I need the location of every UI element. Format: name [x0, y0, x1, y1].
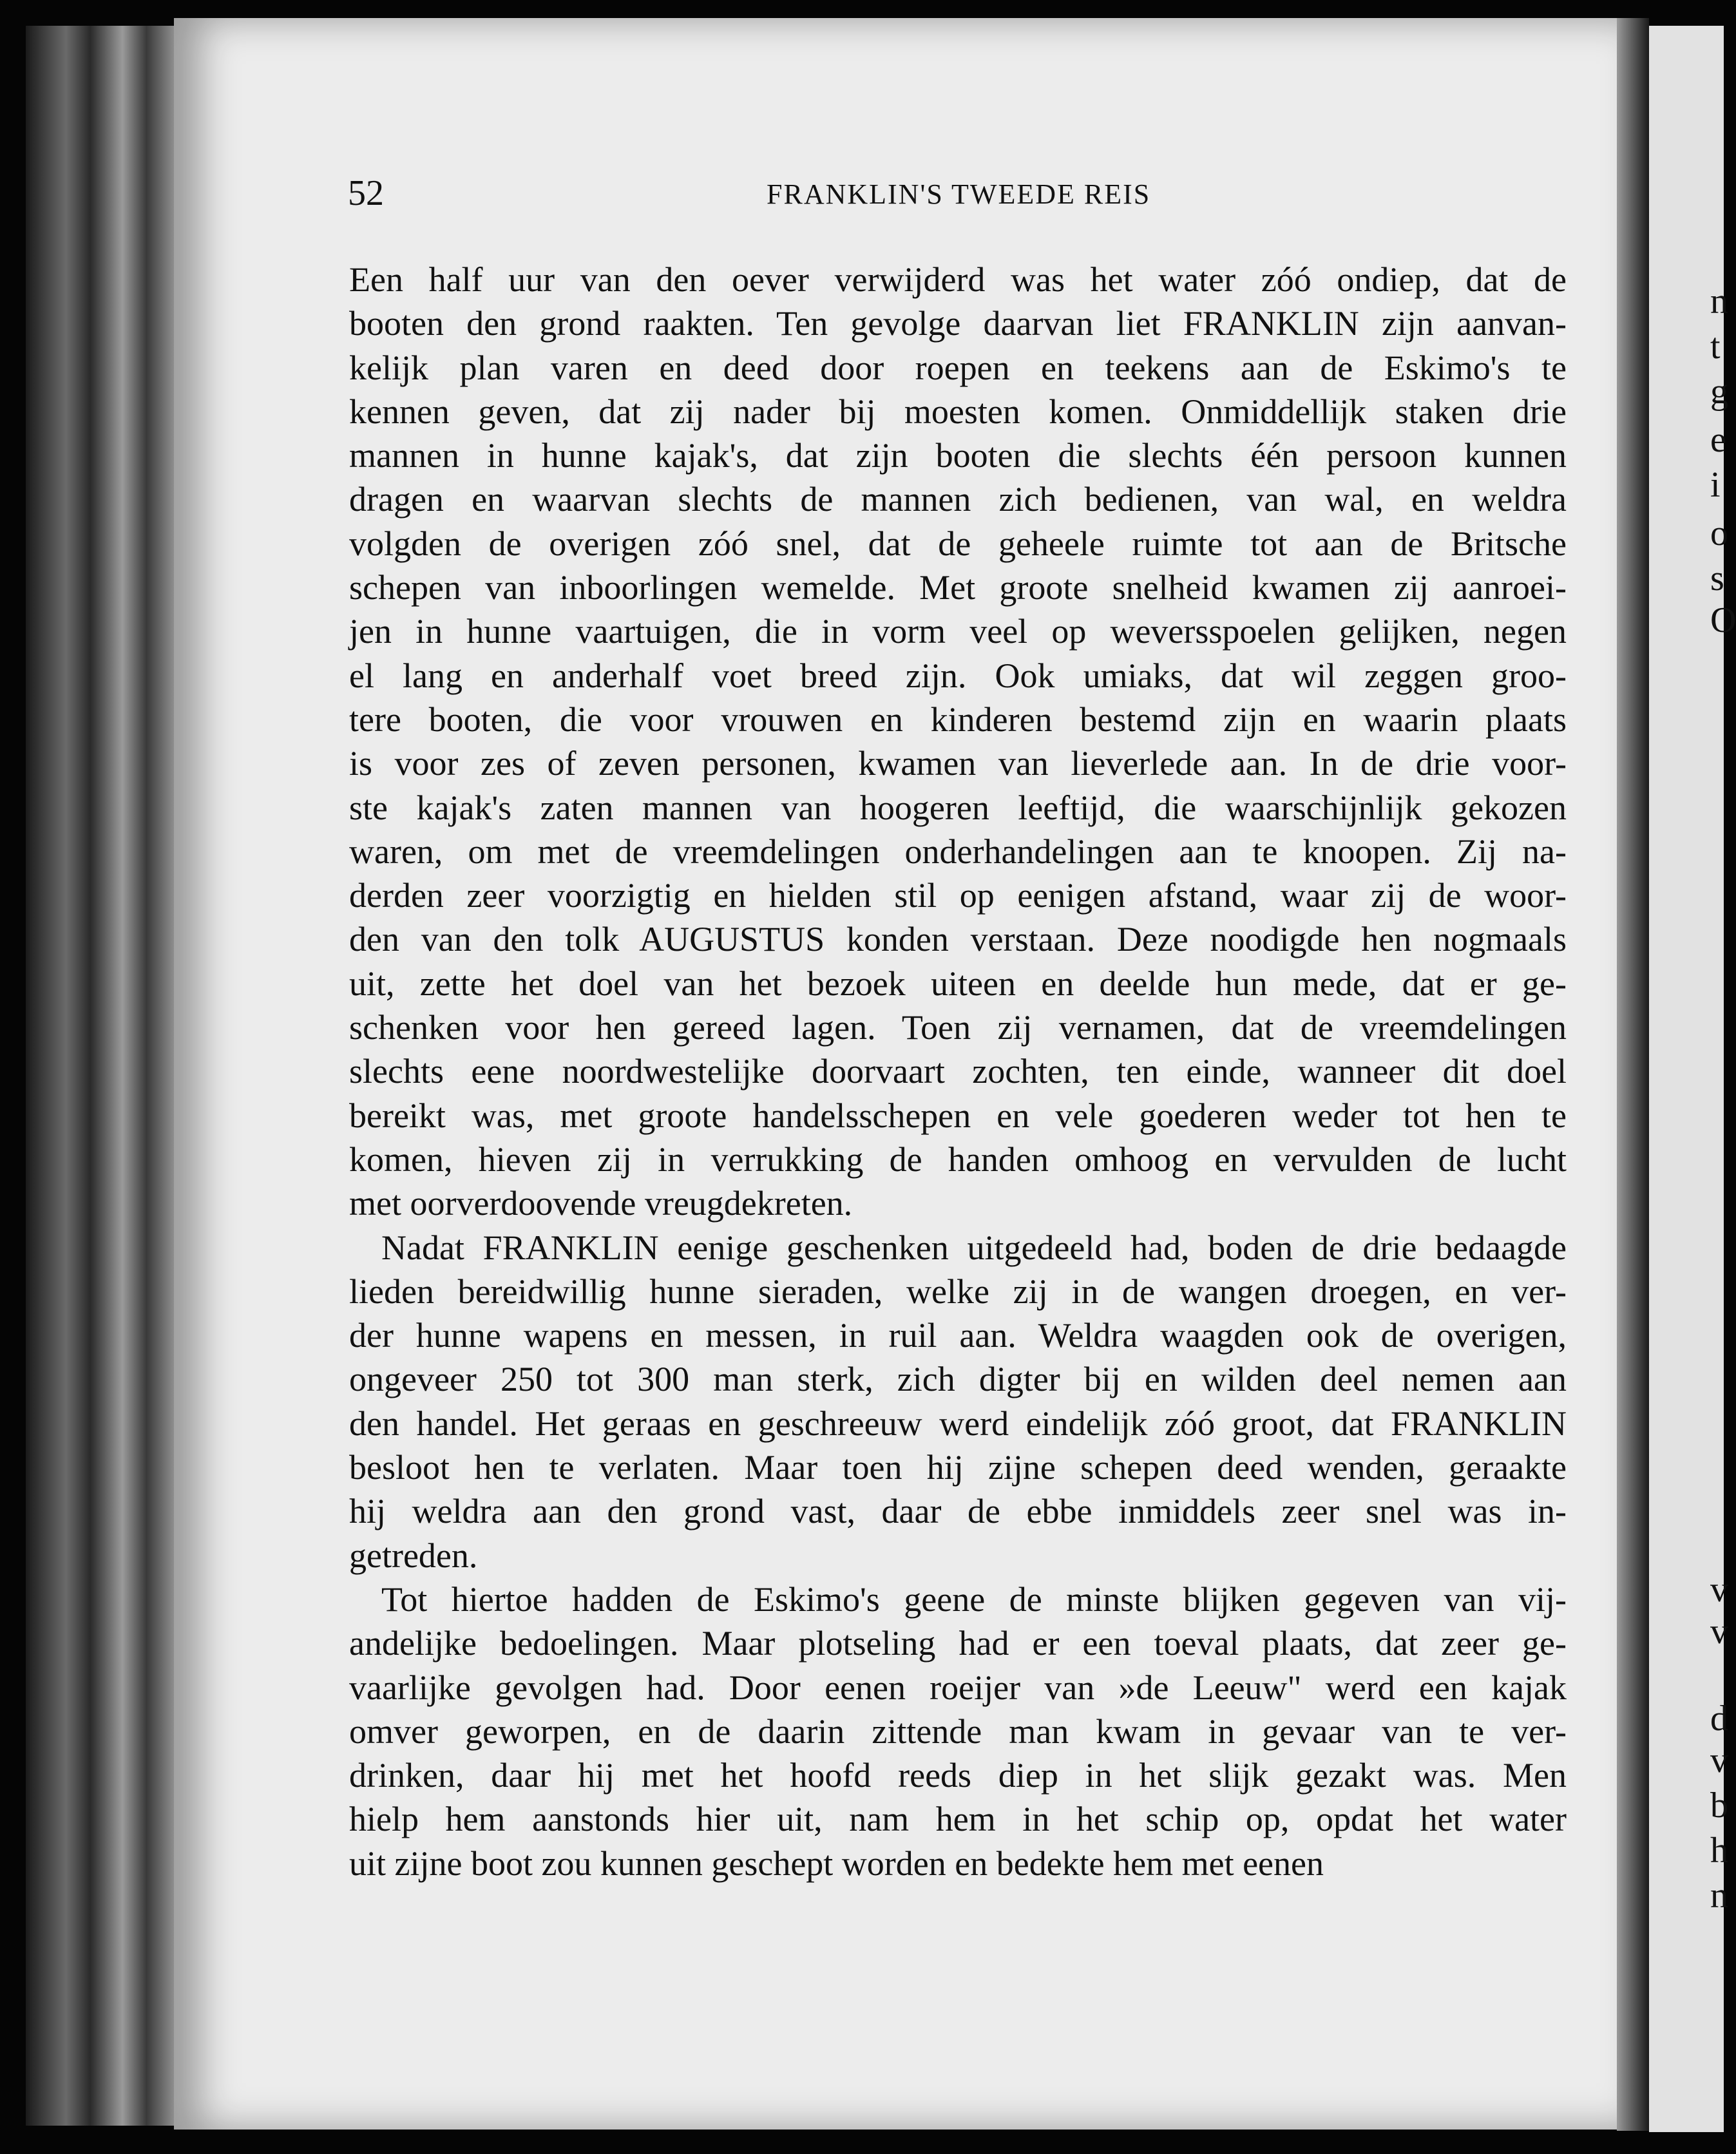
text-line: getreden.: [349, 1536, 478, 1575]
text-line: volgden de overigen zóó snel, dat de geheele ruimte tot aan de Britsche: [349, 524, 1567, 563]
text-line: el lang en anderhalf voet breed zijn. Ook umiaks, dat wil zeggen groo-: [349, 656, 1567, 695]
text-line: ste kajak's zaten mannen van hoogeren leeftijd, die waarschijnlijk gekozen: [349, 788, 1567, 827]
text-line: kelijk plan varen en deed door roepen en teekens aan de Eskimo's te: [349, 348, 1567, 387]
text-line: uit zijne boot zou kunnen geschept worden en bedekte hem met eenen: [349, 1844, 1324, 1883]
text-line: derden zeer voorzigtig en hielden stil op eenigen afstand, waar zij de woor-: [349, 876, 1567, 915]
running-title: FRANKLIN'S TWEEDE REIS: [767, 178, 1151, 210]
text-line: drinken, daar hij met het hoofd reeds diep in het slijk gezakt was. Men: [349, 1756, 1567, 1795]
text-line: der hunne wapens en messen, in ruil aan. Weldra waagden ook de overigen,: [349, 1316, 1567, 1355]
next-page-fragment: h: [1710, 1831, 1728, 1871]
text-line: dragen en waarvan slechts de mannen zich bedienen, van wal, en weldra: [349, 480, 1567, 519]
next-page-fragment: b: [1710, 1786, 1728, 1825]
text-line: met oorverdoovende vreugdekreten.: [349, 1184, 853, 1223]
text-line: den van den tolk AUGUSTUS konden verstaan. Deze noodigde hen nogmaals: [349, 920, 1567, 959]
next-page-edge: [1649, 26, 1736, 2132]
text-line: den handel. Het geraas en geschreeuw werd eindelijk zóó groot, dat FRANKLIN: [349, 1404, 1567, 1443]
next-page-fragment: n: [1710, 1876, 1728, 1916]
next-page-fragment: g: [1710, 372, 1728, 412]
text-line: booten den grond raakten. Ten gevolge daarvan liet FRANKLIN zijn aanvan-: [349, 304, 1567, 343]
text-line: mannen in hunne kajak's, dat zijn booten die slechts één persoon kunnen: [349, 436, 1567, 475]
next-page-fragment: o: [1710, 513, 1728, 553]
body-text: [349, 258, 1567, 1885]
next-page-fragment: t: [1710, 327, 1721, 367]
next-page-fragment: n: [1710, 281, 1728, 321]
text-line: Een half uur van den oever verwijderd was het water zóó ondiep, dat de: [349, 260, 1567, 299]
text-line: Tot hiertoe hadden de Eskimo's geene de minste blijken gegeven van vij-: [381, 1579, 1567, 1619]
page-number: 52: [348, 173, 384, 213]
text-line: schenken voor hen gereed lagen. Toen zij vernamen, dat de vreemdelingen: [349, 1008, 1567, 1047]
next-page-fragment: e: [1710, 420, 1726, 460]
text-line: besloot hen te verlaten. Maar toen hij zijne schepen deed wenden, geraakte: [349, 1448, 1567, 1487]
text-line: vaarlijke gevolgen had. Door eenen roeijer van »de Leeuw" werd een kajak: [349, 1668, 1567, 1707]
next-page-fragment: v: [1710, 1570, 1728, 1610]
text-line: slechts eene noordwestelijke doorvaart zochten, ten einde, wanneer dit doel: [349, 1052, 1567, 1091]
text-line: komen, hieven zij in verrukking de handen omhoog en vervulden de lucht: [349, 1139, 1567, 1179]
text-line: ongeveer 250 tot 300 man sterk, zich digter bij en wilden deel nemen aan: [349, 1360, 1567, 1399]
text-line: kennen geven, dat zij nader bij moesten komen. Onmiddellijk staken drie: [349, 392, 1567, 431]
text-line: hielp hem aanstonds hier uit, nam hem in het schip op, opdat het water: [349, 1800, 1567, 1839]
text-line: lieden bereidwillig hunne sieraden, welke zij in de wangen droegen, en ver-: [349, 1272, 1567, 1311]
next-page-fragment: v: [1710, 1612, 1728, 1652]
next-page-fragment: O: [1710, 600, 1736, 640]
text-line: jen in hunne vaartuigen, die in vorm veel op weversspoelen gelijken, negen: [349, 612, 1567, 651]
text-line: andelijke bedoelingen. Maar plotseling had er een toeval plaats, dat zeer ge-: [349, 1624, 1567, 1663]
next-page-fragment: v: [1710, 1740, 1728, 1780]
text-line: is voor zes of zeven personen, kwamen van lieverlede aan. In de drie voor-: [349, 744, 1567, 783]
next-page-fragment: d: [1710, 1699, 1728, 1739]
text-line: uit, zette het doel van het bezoek uiteen en deelde hun mede, dat er ge-: [349, 964, 1567, 1003]
text-line: bereikt was, met groote handelsschepen en vele goederen weder tot hen te: [349, 1096, 1567, 1135]
text-line: hij weldra aan den grond vast, daar de ebbe inmiddels zeer snel was in-: [349, 1492, 1567, 1531]
text-line: Nadat FRANKLIN eenige geschenken uitgedeeld had, boden de drie bedaagde: [381, 1228, 1567, 1267]
next-page-fragment: i: [1710, 465, 1721, 505]
page-gutter: [1617, 18, 1649, 2131]
book-page-stack: [26, 26, 187, 2126]
text-line: waren, om met de vreemdelingen onderhandelingen aan te knoopen. Zij na-: [349, 832, 1567, 871]
next-page-fragment: s: [1710, 558, 1724, 598]
page-header: [348, 173, 1572, 224]
text-line: tere booten, die voor vrouwen en kinderen bestemd zijn en waarin plaats: [349, 700, 1567, 739]
text-line: schepen van inboorlingen wemelde. Met groote snelheid kwamen zij aanroei-: [349, 568, 1567, 607]
text-line: omver geworpen, en de daarin zittende man kwam in gevaar van te ver-: [349, 1711, 1567, 1751]
